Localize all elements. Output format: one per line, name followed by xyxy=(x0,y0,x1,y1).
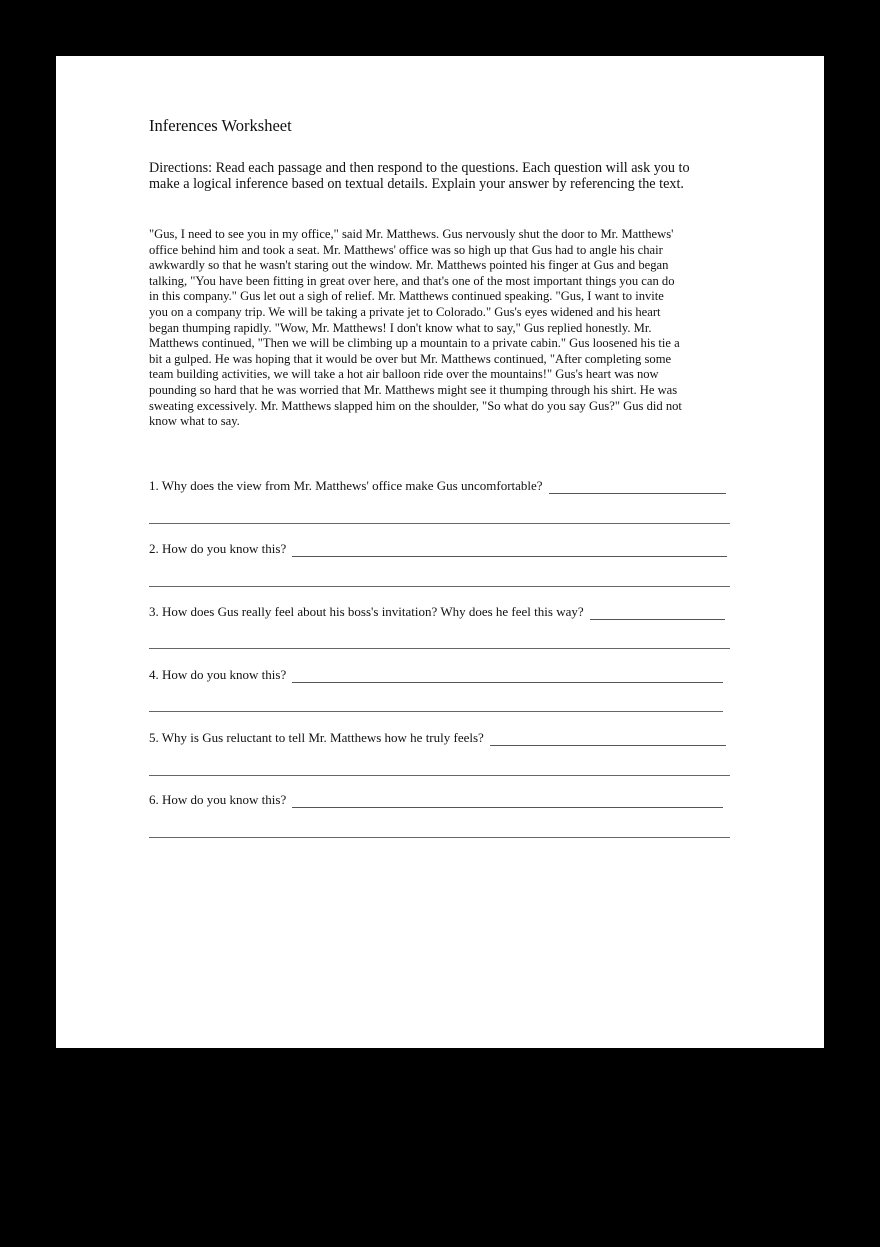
directions-paragraph xyxy=(149,160,739,192)
question-1 xyxy=(149,478,726,494)
passage-line: sweating excessively. Mr. Matthews slapped him on the shoulder, "So what do you say Gus?" Gus did not xyxy=(149,398,682,413)
answer-line-q1[interactable] xyxy=(149,523,730,524)
question-text: 3. How does Gus really feel about his boss's invitation? Why does he feel this way? xyxy=(149,604,584,619)
question-2 xyxy=(149,541,727,557)
passage-line: "Gus, I need to see you in my office," said Mr. Matthews. Gus nervously shut the door to Mr. Matthews' xyxy=(149,227,674,241)
question-text: 2. How do you know this? xyxy=(149,541,287,556)
answer-line-q4[interactable] xyxy=(149,711,723,712)
reading-passage xyxy=(149,227,739,430)
answer-blank-q1-inline[interactable] xyxy=(549,481,726,494)
question-4 xyxy=(149,667,723,683)
answer-line-q6[interactable] xyxy=(149,837,730,838)
question-3 xyxy=(149,604,725,620)
passage-line: talking, "You have been fitting in great over here, and that's one of the most important things you can do xyxy=(149,273,675,288)
passage-line: team building activities, we will take a hot air balloon ride over the mountains!" Gus's heart was now xyxy=(149,367,659,382)
question-text: 6. How do you know this? xyxy=(149,792,287,807)
directions-line: Directions: Read each passage and then respond to the questions. Each question will ask you to xyxy=(149,160,690,176)
passage-line: in this company." Gus let out a sigh of relief. Mr. Matthews continued speaking. "Gus, I want to invite xyxy=(149,289,664,304)
question-text: 4. How do you know this? xyxy=(149,667,287,682)
passage-line: Matthews continued, "Then we will be climbing up a mountain to a private cabin." Gus loosened his tie a xyxy=(149,336,680,351)
page-title: Inferences Worksheet xyxy=(149,116,292,135)
answer-blank-q4-inline[interactable] xyxy=(292,670,723,683)
answer-line-q2[interactable] xyxy=(149,586,730,587)
passage-line: you on a company trip. We will be taking a private jet to Colorado." Gus's eyes widened and his heart xyxy=(149,304,661,319)
answer-blank-q3-inline[interactable] xyxy=(590,607,725,620)
answer-blank-q2-inline[interactable] xyxy=(292,544,727,557)
passage-line: pounding so hard that he was worried that Mr. Matthews might see it thumping through his shirt. He was xyxy=(149,382,678,397)
question-6 xyxy=(149,792,723,808)
directions-line: make a logical inference based on textual details. Explain your answer by referencing the text. xyxy=(149,176,684,192)
answer-line-q5[interactable] xyxy=(149,775,730,776)
answer-line-q3[interactable] xyxy=(149,648,730,649)
passage-line: know what to say. xyxy=(149,414,240,429)
answer-blank-q6-inline[interactable] xyxy=(292,795,723,808)
answer-blank-q5-inline[interactable] xyxy=(490,733,726,746)
question-5 xyxy=(149,730,726,746)
passage-line: began thumping rapidly. "Wow, Mr. Matthews! I don't know what to say," Gus replied honestly. Mr. xyxy=(149,320,652,335)
worksheet-page xyxy=(56,56,824,1048)
passage-line: awkwardly so that he wasn't staring out the window. Mr. Matthews pointed his finger at Gus and began xyxy=(149,258,669,273)
question-text: 5. Why is Gus reluctant to tell Mr. Matthews how he truly feels? xyxy=(149,730,484,745)
question-text: 1. Why does the view from Mr. Matthews' office make Gus uncomfortable? xyxy=(149,478,543,493)
passage-line: bit a gulped. He was hoping that it would be over but Mr. Matthews continued, "After completing some xyxy=(149,351,672,366)
passage-line: office behind him and took a seat. Mr. Matthews' office was so high up that Gus had to angle his chair xyxy=(149,242,663,257)
